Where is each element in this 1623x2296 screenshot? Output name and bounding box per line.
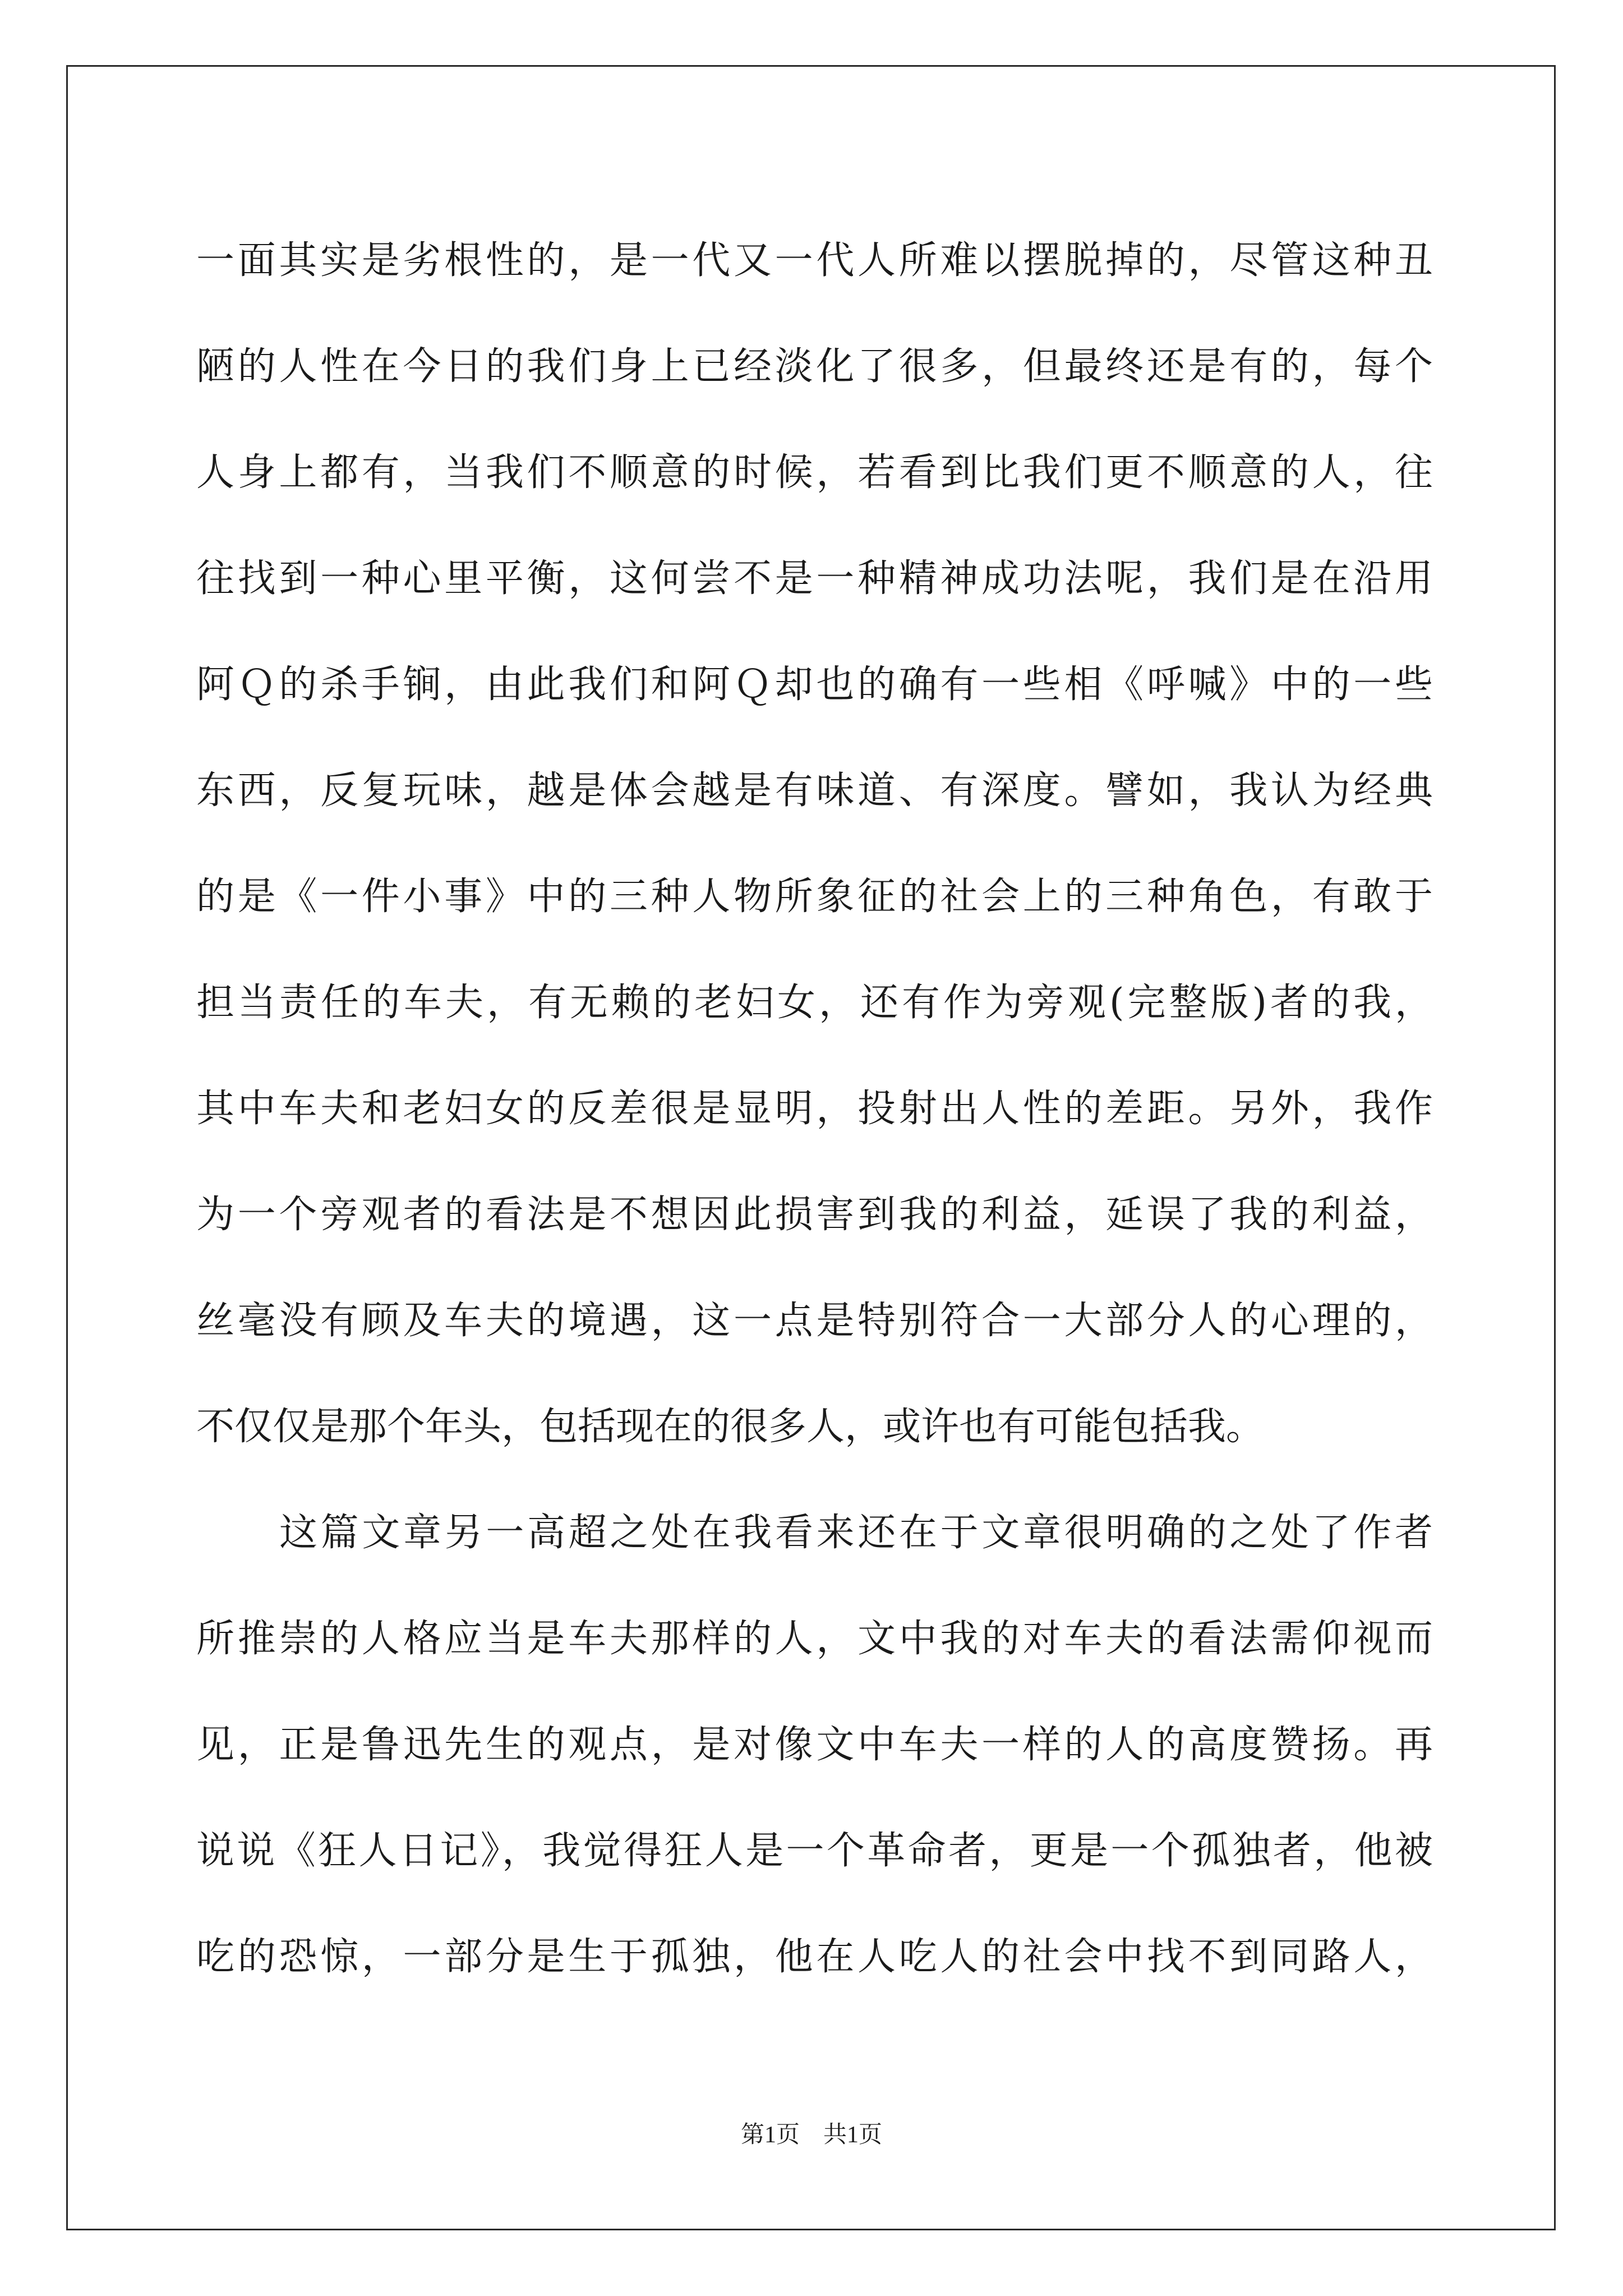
page-footer [0, 2119, 1623, 2151]
text-line: 的是《一件小事》中的三种人物所象征的社会上的三种角色，有敢于 [196, 875, 1433, 919]
text-line: 见，正是鲁迅先生的观点，是对像文中车夫一样的人的高度赞扬。再 [196, 1723, 1433, 1767]
text-line: 这篇文章另一高超之处在我看来还在于文章很明确的之处了作者 [279, 1511, 1433, 1555]
text-line: 担当责任的车夫，有无赖的老妇女，还有作为旁观(完整版)者的我， [196, 981, 1433, 1025]
document-body [196, 208, 1433, 2010]
text-line: 所推崇的人格应当是车夫那样的人，文中我的对车夫的看法需仰视而 [196, 1617, 1433, 1661]
text-line: 陋的人性在今日的我们身上已经淡化了很多，但最终还是有的，每个 [196, 344, 1433, 389]
page-number-label: 第1页 共1页 [740, 2122, 882, 2148]
text-line: 为一个旁观者的看法是不想因此损害到我的利益，延误了我的利益， [196, 1193, 1433, 1237]
text-line: 不仅仅是那个年头，包括现在的很多人，或许也有可能包括我。 [196, 1405, 1265, 1449]
text-line: 说说《狂人日记》，我觉得狂人是一个革命者，更是一个孤独者，他被 [196, 1829, 1433, 1873]
text-line: 其中车夫和老妇女的反差很是显明，投射出人性的差距。另外，我作 [196, 1087, 1433, 1131]
text-line: 东西，反复玩味，越是体会越是有味道、有深度。譬如，我认为经典 [196, 769, 1433, 813]
text-line: 阿Ｑ的杀手锏，由此我们和阿Ｑ却也的确有一些相《呼喊》中的一些 [196, 662, 1433, 707]
text-line: 往找到一种心里平衡，这何尝不是一种精神成功法呢，我们是在沿用 [196, 556, 1433, 601]
text-line: 人身上都有，当我们不顺意的时候，若看到比我们更不顺意的人，往 [196, 450, 1433, 495]
text-line: 一面其实是劣根性的，是一代又一代人所难以摆脱掉的，尽管这种丑 [196, 238, 1433, 283]
text-line: 吃的恐惊，一部分是生于孤独，他在人吃人的社会中找不到同路人， [196, 1935, 1433, 1979]
text-line: 丝毫没有顾及车夫的境遇，这一点是特别符合一大部分人的心理的， [196, 1299, 1433, 1343]
